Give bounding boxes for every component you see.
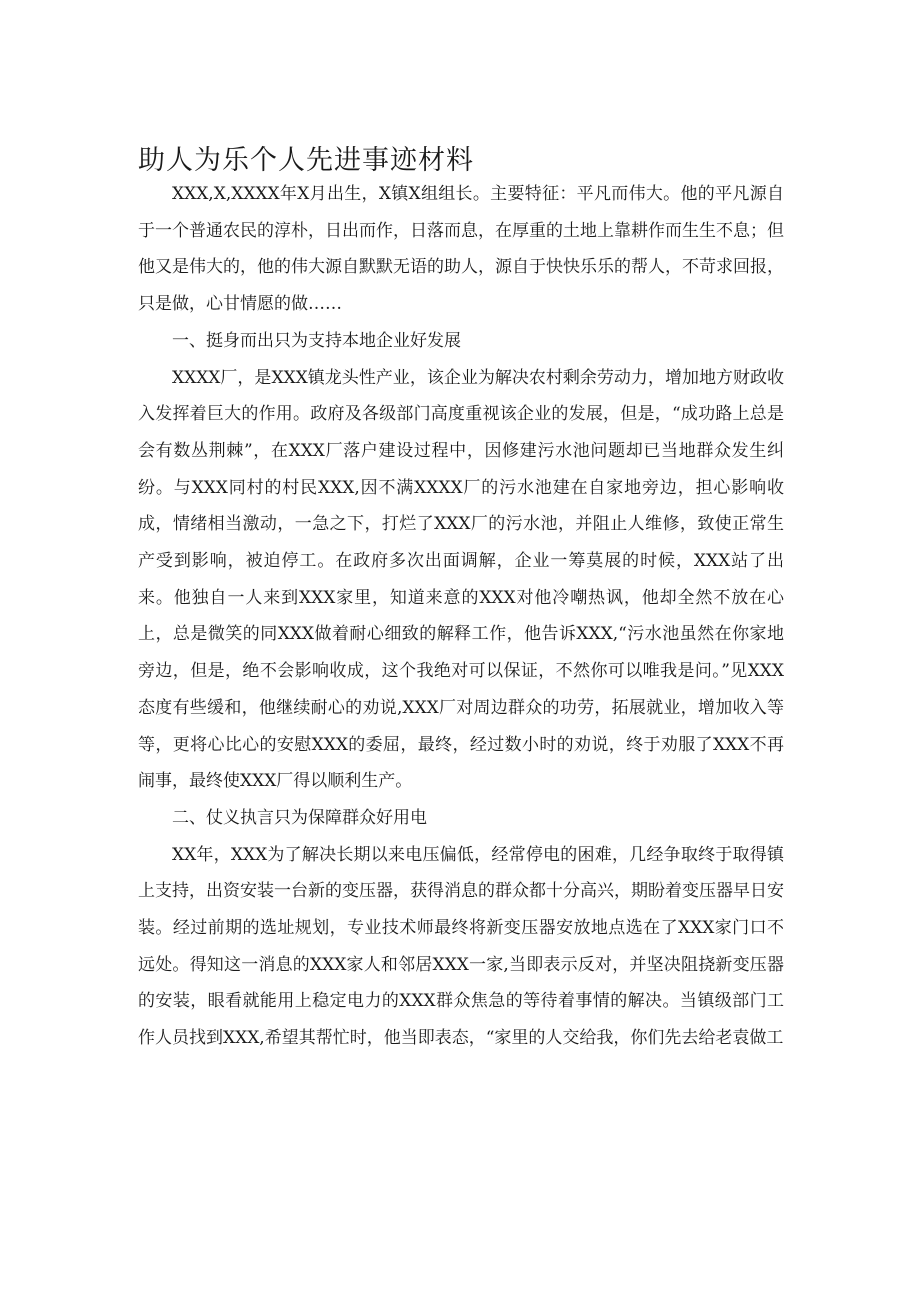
section-heading-1: 一、挺身而出只为支持本地企业好发展 [172,330,461,351]
document-title: 助人为乐个人先进事迹材料 [138,145,474,176]
section-1-paragraph: XXXX厂，是XXX镇龙头性产业，该企业为解决农村剩余劳动力，增加地方财政收入发挥着巨大的作用。政府及各级部门高度重视该企业的发展，但是，“成功路上总是会有数丛荆棘”，在XXX厂落户建设过程中，因修建污水池问题却已当地群众发生纠纷。与XXX同村的村民XXX,因不满XXXX厂的污水池建在自家地旁边，担心影响收成，情绪相当激动，一急之下，打烂了XXX厂的污水池，并阻止人维修，致使正常生产受到影响，被迫停工。在政府多次出面调解，企业一筹莫展的时候，XXX站了出来。他独自一人来到XXX家里，知道来意的XXX对他冷嘲热讽，他却全然不放在心上，总是微笑的同XXX做着耐心细致的解释工作，他告诉XXX,“污水池虽然在你家地旁边，但是，绝不会影响收成，这个我绝对可以保证，不然你可以唯我是问。”见XXX态度有些缓和，他继续耐心的劝说,XXX厂对周边群众的功劳，拓展就业，增加收入等等，更将心比心的安慰XXX的委屈，最终，经过数小时的劝说，终于劝服了XXX不再闹事，最终使XXX厂得以顺利生产。 [138,367,784,792]
section-heading-2: 二、仗义执言只为保障群众好用电 [172,807,427,828]
intro-paragraph: XXX,X,XXXX年X月出生，X镇X组组长。主要特征：平凡而伟大。他的平凡源自于一个普通农民的淳朴，日出而作，日落而息，在厚重的土地上靠耕作而生生不息；但他又是伟大的，他的伟大源自默默无语的助人，源自于快快乐乐的帮人，不苛求回报，只是做，心甘情愿的做…… [138,184,784,315]
section-2-paragraph: XX年，XXX为了解决长期以来电压偏低，经常停电的困难，几经争取终于取得镇上支持，出资安装一台新的变压器，获得消息的群众都十分高兴，期盼着变压器早日安装。经过前期的选址规划，专业技术师最终将新变压器安放地点选在了XXX家门口不远处。得知这一消息的XXX家人和邻居XXX一家,当即表示反对，并坚决阻挠新变压器的安装，眼看就能用上稳定电力的XXX群众焦急的等待着事情的解决。当镇级部门工作人员找到XXX,希望其帮忙时，他当即表态，“家里的人交给我，你们先去给老袁做工 [138,844,784,1049]
document-body [138,176,784,1057]
